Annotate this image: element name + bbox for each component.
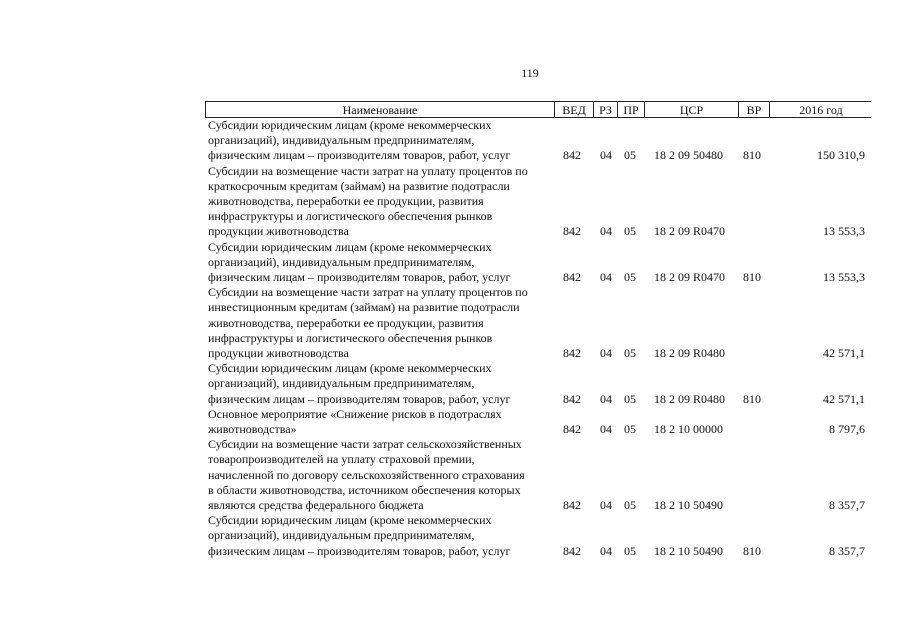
row-csr: 18 2 09 R0470 <box>654 270 726 285</box>
row-vr: 810 <box>743 270 761 285</box>
row-ved: 842 <box>563 498 581 513</box>
row-pr: 05 <box>624 224 636 239</box>
row-name-line: организаций), индивидуальным предпринимателям, <box>208 528 475 543</box>
row-rz: 04 <box>600 224 612 239</box>
row-name-line: продукции животноводства <box>208 346 349 361</box>
row-name-line: Субсидии юридическим лицам (кроме некоммерческих <box>208 118 492 132</box>
row-vr: 810 <box>743 148 761 163</box>
row-name <box>205 118 553 164</box>
row-name-line: инвестиционным кредитам (займам) на развитие подотрасли <box>208 300 520 315</box>
row-name-line: организаций), индивидуальным предпринимателям, <box>208 254 475 269</box>
row-pr: 05 <box>624 346 636 361</box>
row-name-line: товаропроизводителей на уплату страховой премии, <box>208 452 475 467</box>
row-pr: 05 <box>624 543 636 558</box>
row-vr: 810 <box>743 543 761 558</box>
row-name-line: организаций), индивидуальным предпринимателям, <box>208 133 475 148</box>
row-csr: 18 2 09 R0470 <box>654 224 726 239</box>
table-row <box>205 118 871 164</box>
row-amount: 150 310,9 <box>817 148 865 163</box>
row-name-line: животноводства» <box>208 422 297 437</box>
row-rz: 04 <box>600 391 612 406</box>
row-name-line: Субсидии юридическим лицам (кроме некоммерческих <box>208 239 492 254</box>
table-row <box>205 513 871 559</box>
row-name <box>205 407 553 437</box>
row-name-line: инфраструктуры и логистического обеспечения рынков <box>208 330 493 345</box>
row-pr: 05 <box>624 498 636 513</box>
row-name-line: физическим лицам – производителям товаров, работ, услуг <box>208 391 511 406</box>
row-amount: 8 357,7 <box>829 543 865 558</box>
table-row <box>205 361 871 407</box>
row-name-line: Субсидии юридическим лицам (кроме некоммерческих <box>208 513 492 528</box>
row-rz: 04 <box>600 422 612 437</box>
row-name-line: Основное мероприятие «Снижение рисков в подотраслях <box>208 406 502 421</box>
row-name <box>205 437 553 513</box>
row-name-line: в области животноводства, источником обеспечения которых <box>208 482 521 497</box>
header-pr: ПР <box>618 102 645 118</box>
row-amount: 42 571,1 <box>823 391 865 406</box>
row-ved: 842 <box>563 224 581 239</box>
header-ved: ВЕД <box>555 102 594 118</box>
table-row <box>205 437 871 513</box>
row-name-line: продукции животноводства <box>208 224 349 239</box>
row-csr: 18 2 09 R0480 <box>654 391 726 406</box>
row-amount: 13 553,3 <box>823 224 865 239</box>
table-body <box>205 118 871 559</box>
row-amount: 8 357,7 <box>829 498 865 513</box>
row-name-line: организаций), индивидуальным предпринимателям, <box>208 376 475 391</box>
row-name <box>205 240 553 286</box>
row-amount: 42 571,1 <box>823 346 865 361</box>
header-csr: ЦСР <box>645 102 739 118</box>
table-row <box>205 164 871 240</box>
row-name-line: физическим лицам – производителям товаров, работ, услуг <box>208 270 511 285</box>
row-name-line: краткосрочным кредитам (займам) на развитие подотрасли <box>208 178 510 193</box>
row-name-line: являются средства федерального бюджета <box>208 498 424 513</box>
row-pr: 05 <box>624 391 636 406</box>
row-ved: 842 <box>563 422 581 437</box>
row-ved: 842 <box>563 148 581 163</box>
row-csr: 18 2 10 00000 <box>654 422 723 437</box>
row-name <box>205 513 553 559</box>
row-name-line: Субсидии на возмещение части затрат сельскохозяйственных <box>208 437 522 452</box>
row-ved: 842 <box>563 270 581 285</box>
row-csr: 18 2 09 R0480 <box>654 346 726 361</box>
row-pr: 05 <box>624 148 636 163</box>
row-name-line: Субсидии на возмещение части затрат на уплату процентов по <box>208 163 528 178</box>
row-pr: 05 <box>624 270 636 285</box>
row-ved: 842 <box>563 543 581 558</box>
page-number: 119 <box>521 66 539 80</box>
table-header <box>205 101 871 118</box>
row-amount: 13 553,3 <box>823 270 865 285</box>
row-pr: 05 <box>624 422 636 437</box>
table-row <box>205 240 871 286</box>
row-rz: 04 <box>600 270 612 285</box>
row-amount: 8 797,6 <box>829 422 865 437</box>
row-csr: 18 2 10 50490 <box>654 498 723 513</box>
row-vr: 810 <box>743 391 761 406</box>
header-rz: РЗ <box>594 102 618 118</box>
row-name-line: инфраструктуры и логистического обеспечения рынков <box>208 209 493 224</box>
row-name-line: физическим лицам – производителям товаров, работ, услуг <box>208 148 511 163</box>
row-name-line: животноводства, переработки ее продукции, развития <box>208 315 484 330</box>
row-rz: 04 <box>600 148 612 163</box>
row-name <box>205 285 553 361</box>
row-ved: 842 <box>563 346 581 361</box>
header-name: Наименование <box>206 102 555 118</box>
row-csr: 18 2 10 50490 <box>654 543 723 558</box>
row-name-line: физическим лицам – производителям товаров, работ, услуг <box>208 543 511 558</box>
row-name-line: Субсидии на возмещение части затрат на уплату процентов по <box>208 285 528 300</box>
table-row <box>205 285 871 361</box>
header-year: 2016 год <box>799 103 843 117</box>
header-vr: ВР <box>739 102 770 118</box>
row-name-line: Субсидии юридическим лицам (кроме некоммерческих <box>208 361 492 376</box>
row-rz: 04 <box>600 498 612 513</box>
row-name-line: животноводства, переработки ее продукции, развития <box>208 194 484 209</box>
budget-table <box>205 101 871 559</box>
row-name-line: начисленной по договору сельскохозяйственного страхования <box>208 467 525 482</box>
row-ved: 842 <box>563 391 581 406</box>
row-rz: 04 <box>600 543 612 558</box>
table-row <box>205 407 871 437</box>
row-name <box>205 164 553 240</box>
row-rz: 04 <box>600 346 612 361</box>
row-csr: 18 2 09 50480 <box>654 148 723 163</box>
row-name <box>205 361 553 407</box>
